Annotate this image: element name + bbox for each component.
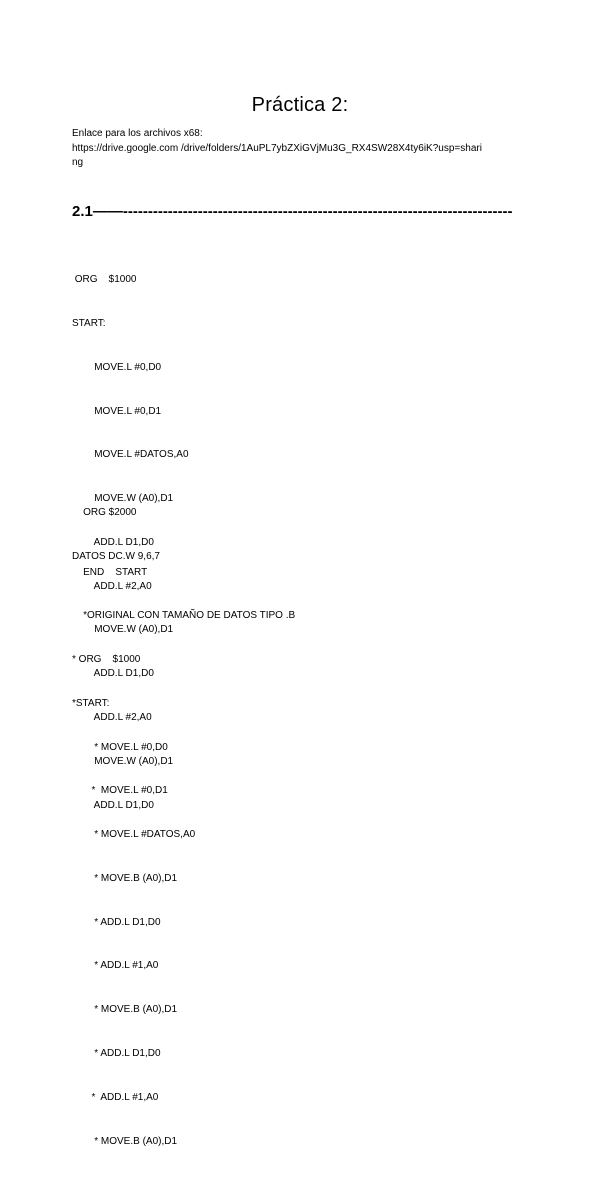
code-line: * ADD.L D1,D0 (72, 916, 161, 928)
code-line: * MOVE.L #0,D0 (72, 741, 168, 753)
code-line: * ADD.L #1,A0 (72, 960, 159, 972)
code-line: * MOVE.B (A0),D1 (72, 1135, 178, 1147)
drive-link-line-2[interactable]: ng (72, 157, 84, 168)
code-line: * ORG $1000 (72, 653, 141, 665)
link-label: Enlace para los archivos x68: (72, 128, 203, 139)
code-line: ADD.L #2,A0 (72, 712, 152, 723)
code-line: ORG $1000 (72, 274, 137, 286)
code-line: ADD.L D1,D0 (72, 536, 154, 548)
code-line: MOVE.W (A0),D1 (72, 624, 174, 636)
code-line: MOVE.L #0,D0 (72, 361, 162, 373)
code-line: END START (72, 567, 148, 579)
code-line: START: (72, 317, 106, 329)
code-line: MOVE.L #DATOS,A0 (72, 449, 189, 461)
drive-link-line-1[interactable]: https://drive.google.com /drive/folders/1AuPL7ybZXiGVjMu3G_RX4SW28X4ty6iK?usp=shari (72, 142, 482, 154)
code-line: * MOVE.L #DATOS,A0 (72, 829, 196, 841)
code-line: *ORIGINAL CON TAMAÑO DE DATOS TIPO .B (72, 610, 296, 622)
section-heading: 2.1——------------------------------------------------------------------------------ (72, 203, 513, 220)
code-line: ADD.L D1,D0 (72, 668, 154, 680)
code-line: ORG $2000 (72, 507, 137, 519)
code-line: * ADD.L D1,D0 (72, 1048, 161, 1059)
code-line: * MOVE.L #0,D1 (72, 785, 168, 797)
code-line: * MOVE.B (A0),D1 (72, 1004, 178, 1016)
code-line: ADD.L #2,A0 (72, 580, 152, 592)
code-line: DATOS DC.W 9,6,7 (72, 550, 160, 562)
page-title: Práctica 2: (251, 94, 349, 116)
code-line: *START: (72, 697, 110, 709)
code-line: MOVE.W (A0),D1 (72, 493, 174, 505)
code-line: ADD.L D1,D0 (72, 799, 154, 811)
link-block (72, 127, 532, 171)
code-line: MOVE.W (A0),D1 (72, 755, 174, 767)
code-line: * MOVE.B (A0),D1 (72, 872, 178, 884)
code-block-original-commented (72, 580, 295, 1178)
code-line: MOVE.L #0,D1 (72, 405, 162, 417)
code-line: * ADD.L #1,A0 (72, 1091, 159, 1103)
